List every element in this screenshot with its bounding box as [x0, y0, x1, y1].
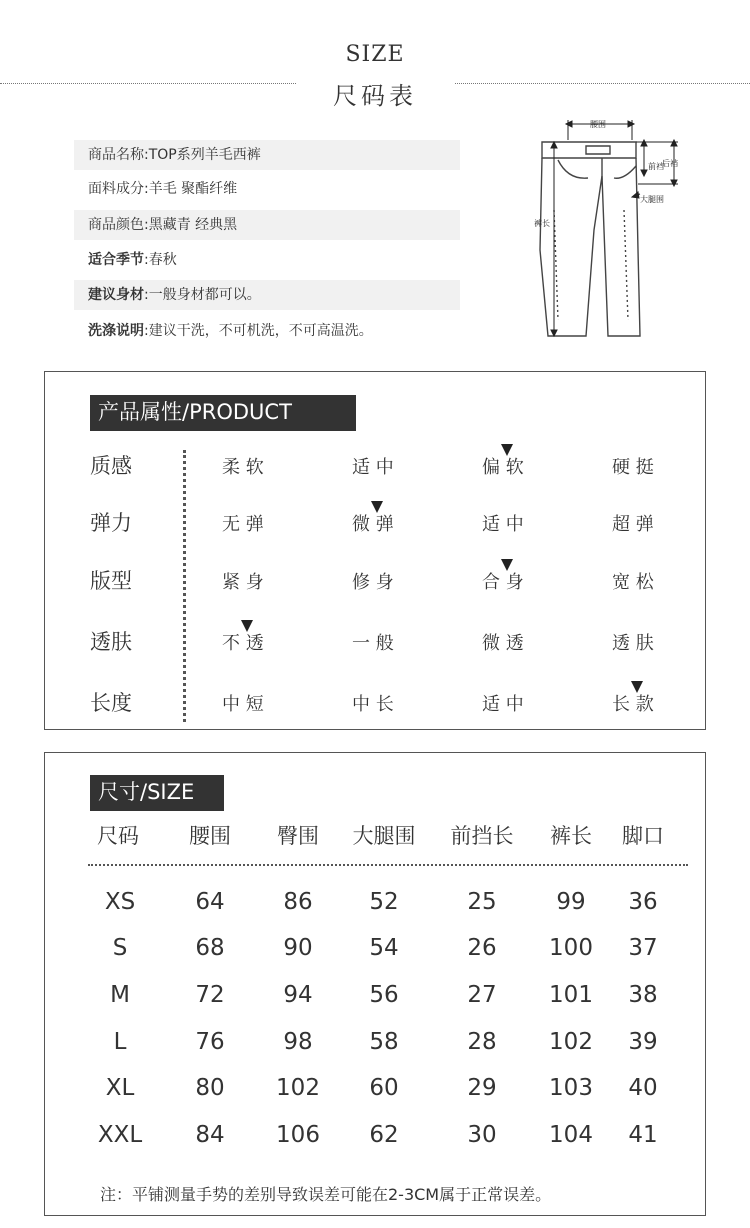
size-value-cell: 90 — [283, 935, 313, 961]
info-value: TOP系列羊毛西裤 — [148, 147, 261, 163]
info-colon: : — [144, 323, 149, 339]
size-value-cell: 99 — [556, 889, 586, 915]
measurement-note: 注：平铺测量手势的差别导致误差可能在2-3CM属于正常误差。 — [100, 1185, 552, 1204]
attribute-label: 弹力 — [90, 511, 132, 535]
info-value: 建议干洗，不可机洗，不可高温洗。 — [148, 323, 373, 339]
size-label-cell: XS — [104, 889, 136, 915]
info-row — [74, 140, 460, 170]
size-value-cell: 94 — [283, 982, 313, 1008]
attribute-option: 宽 松 — [612, 572, 654, 593]
size-value-cell: 102 — [276, 1075, 320, 1101]
attributes-divider — [183, 450, 186, 722]
attribute-option: 修 身 — [352, 572, 394, 593]
size-value-cell: 68 — [195, 935, 225, 961]
selected-marker-icon — [371, 501, 383, 513]
info-row — [74, 210, 460, 240]
size-value-cell: 86 — [283, 889, 313, 915]
info-row — [74, 174, 460, 204]
size-value-cell: 84 — [195, 1122, 225, 1148]
info-colon: : — [144, 252, 149, 268]
info-colon: : — [144, 147, 149, 163]
attribute-option: 中 长 — [352, 694, 394, 715]
size-value-cell: 29 — [467, 1075, 497, 1101]
attribute-option: 适 中 — [482, 694, 524, 715]
size-column-header: 脚口 — [622, 824, 664, 848]
front-rise-label: 前裆 — [648, 162, 664, 171]
size-table-tag: 尺寸/SIZE — [90, 775, 224, 811]
info-key: 面料成分 — [88, 181, 144, 197]
size-label-cell: L — [113, 1029, 127, 1055]
size-value-cell: 56 — [369, 982, 399, 1008]
attribute-option: 透 肤 — [612, 633, 654, 654]
size-value-cell: 72 — [195, 982, 225, 1008]
size-value-cell: 52 — [369, 889, 399, 915]
thigh-label: 大腿围 — [640, 195, 664, 204]
size-value-cell: 102 — [549, 1029, 593, 1055]
size-label-cell: XL — [105, 1075, 135, 1101]
product-attributes-tag: 产品属性/PRODUCT — [90, 395, 356, 431]
info-row — [74, 245, 460, 275]
attribute-option: 微 弹 — [352, 514, 394, 535]
attribute-option: 无 弹 — [222, 514, 264, 535]
size-value-cell: 41 — [628, 1122, 658, 1148]
pants-measurement-diagram — [528, 110, 688, 345]
size-column-header: 前挡长 — [450, 824, 514, 848]
size-value-cell: 40 — [628, 1075, 658, 1101]
info-key: 商品颜色 — [88, 217, 144, 233]
size-value-cell: 30 — [467, 1122, 497, 1148]
size-value-cell: 26 — [467, 935, 497, 961]
attribute-option: 适 中 — [352, 457, 394, 478]
info-colon: : — [144, 181, 149, 197]
attribute-option: 微 透 — [482, 633, 524, 654]
attribute-option: 中 短 — [222, 694, 264, 715]
size-value-cell: 101 — [549, 982, 593, 1008]
info-row — [74, 280, 460, 310]
size-label-cell: S — [112, 935, 128, 961]
attribute-option: 长 款 — [612, 694, 654, 715]
attribute-label: 版型 — [90, 569, 132, 593]
size-value-cell: 60 — [369, 1075, 399, 1101]
size-value-cell: 25 — [467, 889, 497, 915]
size-value-cell: 80 — [195, 1075, 225, 1101]
attribute-option: 适 中 — [482, 514, 524, 535]
info-row — [74, 316, 460, 346]
size-value-cell: 37 — [628, 935, 658, 961]
length-label: 裤长 — [534, 219, 550, 228]
info-key: 适合季节 — [88, 252, 144, 268]
size-label-cell: XXL — [97, 1122, 143, 1148]
back-rise-label: 后裆 — [662, 159, 678, 168]
info-colon: : — [144, 217, 149, 233]
size-column-header: 尺码 — [97, 824, 139, 848]
size-value-cell: 39 — [628, 1029, 658, 1055]
size-label-cell: M — [110, 982, 130, 1008]
info-value: 春秋 — [148, 252, 177, 268]
selected-marker-icon — [241, 620, 253, 632]
waist-label: 腰围 — [590, 120, 606, 129]
attribute-option: 柔 软 — [222, 457, 264, 478]
info-value: 羊毛 聚酯纤维 — [148, 181, 238, 197]
size-column-header: 裤长 — [550, 824, 592, 848]
size-value-cell: 76 — [195, 1029, 225, 1055]
size-value-cell: 27 — [467, 982, 497, 1008]
size-value-cell: 103 — [549, 1075, 593, 1101]
selected-marker-icon — [501, 444, 513, 456]
info-colon: : — [144, 287, 149, 303]
attribute-option: 一 般 — [352, 633, 394, 654]
size-value-cell: 38 — [628, 982, 658, 1008]
attribute-label: 长度 — [90, 691, 132, 715]
attribute-option: 不 透 — [222, 633, 264, 654]
size-column-header: 腰围 — [189, 824, 231, 848]
size-title-cn: 尺码表 — [333, 82, 417, 110]
info-key: 洗涤说明 — [88, 323, 144, 339]
size-table-divider — [88, 864, 688, 866]
size-value-cell: 62 — [369, 1122, 399, 1148]
info-value: 黑藏青 经典黑 — [148, 217, 238, 233]
attribute-label: 透肤 — [90, 630, 132, 654]
attribute-option: 紧 身 — [222, 572, 264, 593]
size-value-cell: 106 — [276, 1122, 320, 1148]
selected-marker-icon — [631, 681, 643, 693]
attribute-option: 合 身 — [482, 572, 524, 593]
size-title-en: SIZE — [345, 42, 405, 67]
attribute-option: 超 弹 — [612, 514, 654, 535]
size-value-cell: 28 — [467, 1029, 497, 1055]
size-value-cell: 58 — [369, 1029, 399, 1055]
attribute-option: 偏 软 — [482, 457, 524, 478]
size-value-cell: 98 — [283, 1029, 313, 1055]
info-value: 一般身材都可以。 — [148, 287, 261, 303]
size-column-header: 大腿围 — [352, 824, 416, 848]
selected-marker-icon — [501, 559, 513, 571]
size-value-cell: 54 — [369, 935, 399, 961]
size-column-header: 臀围 — [277, 824, 319, 848]
info-key: 商品名称 — [88, 147, 144, 163]
size-value-cell: 36 — [628, 889, 658, 915]
attribute-label: 质感 — [90, 454, 132, 478]
info-key: 建议身材 — [88, 287, 144, 303]
size-value-cell: 104 — [549, 1122, 593, 1148]
size-value-cell: 100 — [549, 935, 593, 961]
attribute-option: 硬 挺 — [612, 457, 654, 478]
size-value-cell: 64 — [195, 889, 225, 915]
